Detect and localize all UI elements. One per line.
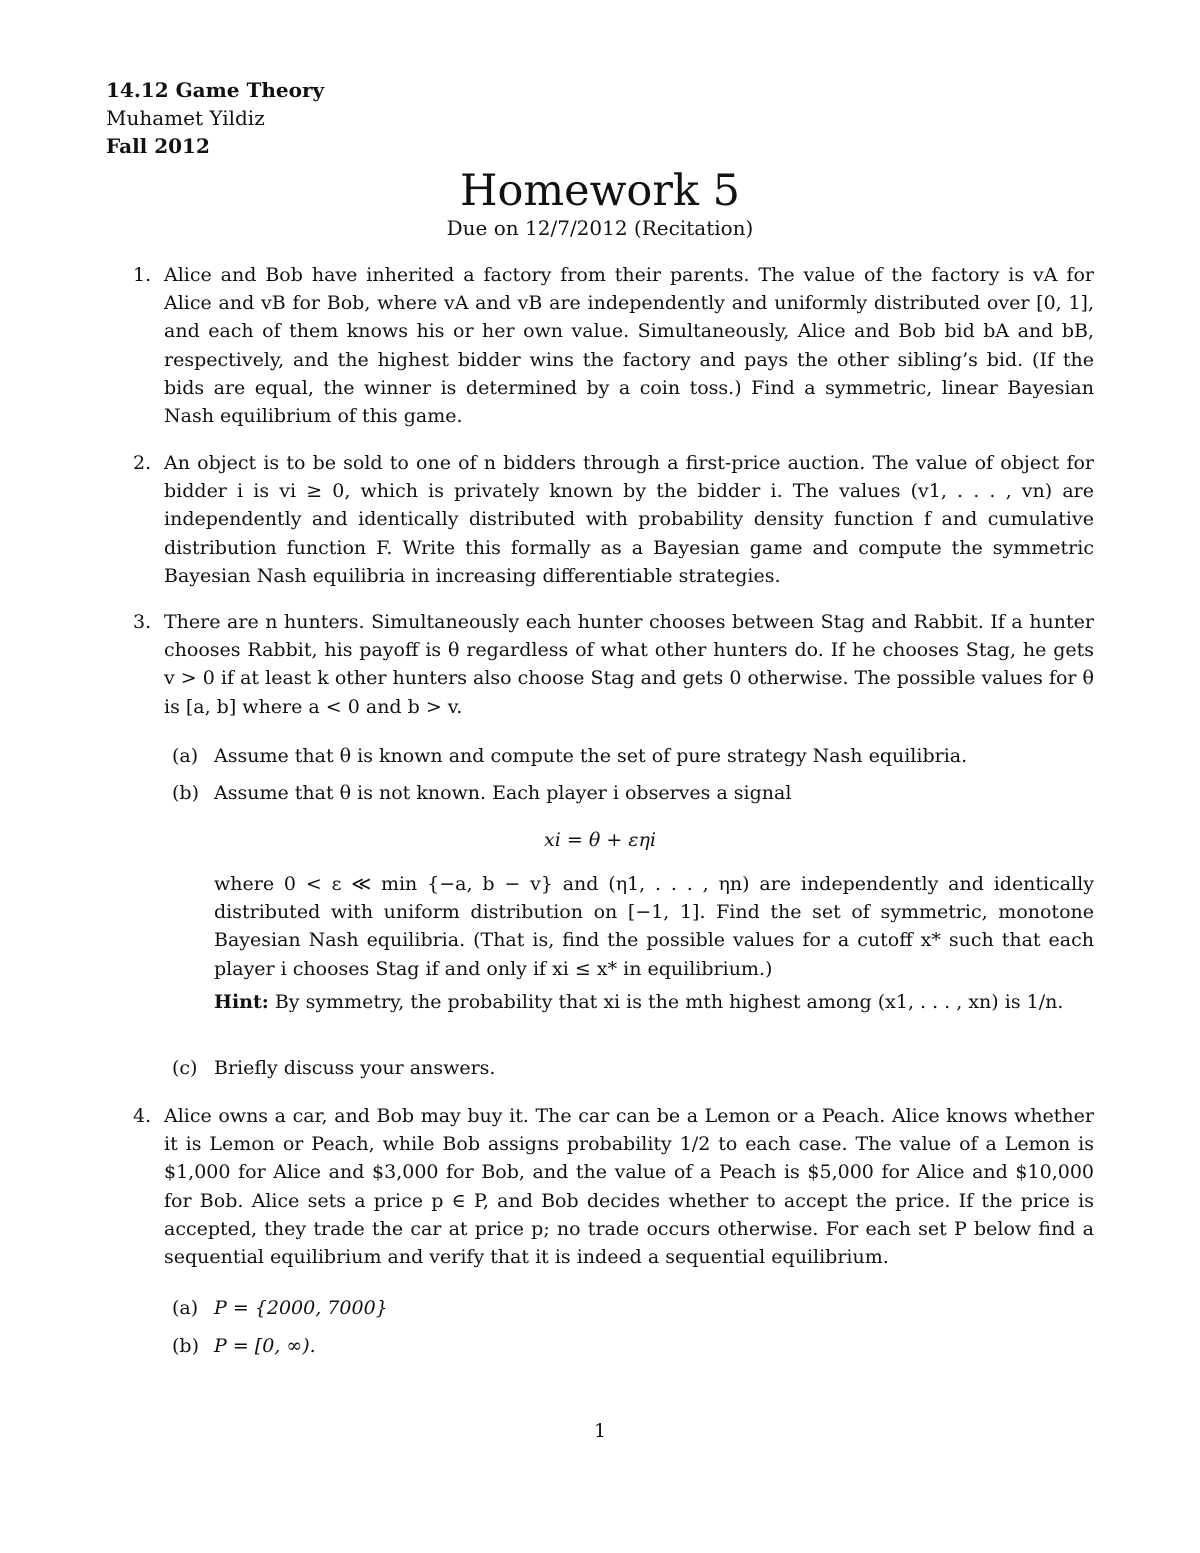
problem-3c-label: (c): [172, 1057, 198, 1079]
problem-4b-label: (b): [172, 1335, 199, 1357]
problem-4-text: Alice owns a car, and Bob may buy it. The car can be a Lemon or a Peach. Alice knows whether it is Lemon or Peach, while Bob assigns probability 1/2 to each case. The value of a Lemon is $1,000 for Alice and $3,000 for Bob, and the value of a Peach is $5,000 for Alice and $10,000 for Bob. Alice sets a price p ∈ P, and Bob decides whether to accept the price. If the price is accepted, they trade the car at price p; no trade occurs otherwise. For each set P below find a sequential equilibrium and verify that it is indeed a sequential equilibrium.: [164, 1105, 1094, 1269]
term: Fall 2012: [106, 134, 210, 158]
problem-3c-text: Briefly discuss your answers.: [214, 1057, 496, 1079]
problem-1-number: 1.: [133, 264, 152, 286]
problem-3b-text: Assume that θ is not known. Each player i observes a signal: [214, 782, 792, 804]
due-date: Due on 12/7/2012 (Recitation): [446, 216, 754, 240]
problem-3-text: There are n hunters. Simultaneously each hunter chooses between Stag and Rabbit. If a hunter chooses Rabbit, his payoff is θ regardless of what other hunters do. If he chooses Stag, he gets v > 0 if at least k other hunters also choose Stag and gets 0 otherwise. The possible values for θ is [a, b] where a < 0 and b > v.: [164, 611, 1094, 718]
problem-4b-text: P = [0, ∞).: [214, 1335, 316, 1357]
problem-3-number: 3.: [133, 611, 152, 633]
page-title: Homework 5: [460, 166, 740, 216]
problem-3a-text: Assume that θ is known and compute the set of pure strategy Nash equilibria.: [214, 745, 968, 767]
course-title: 14.12 Game Theory: [106, 78, 325, 102]
problem-3b-label: (b): [172, 782, 199, 804]
problem-2-number: 2.: [133, 452, 152, 474]
hint: [214, 988, 1094, 1016]
problem-3b-continuation: where 0 < ε ≪ min {−a, b − v} and (η1, . . . , ηn) are independently and identically distributed with uniform distribution on [−1, 1]. Find the set of symmetric, monotone Bayesian Nash equilibria. (That is, find the possible values for a cutoff x* such that each player i chooses Stag if and only if xi ≤ x* in equilibrium.): [214, 873, 1094, 980]
hint-label: Hint:: [214, 991, 269, 1013]
problem-3a-label: (a): [172, 745, 199, 767]
instructor-name: Muhamet Yildiz: [106, 106, 265, 130]
problem-4a-label: (a): [172, 1297, 199, 1319]
signal-equation: xi = θ + εηi: [544, 829, 656, 851]
problem-1-text: Alice and Bob have inherited a factory from their parents. The value of the factory is vA for Alice and vB for Bob, where vA and vB are independently and uniformly distributed over [0, 1], and each of them knows his or her own value. Simultaneously, Alice and Bob bid bA and bB, respectively, and the highest bidder wins the factory and pays the other sibling’s bid. (If the bids are equal, the winner is determined by a coin toss.) Find a symmetric, linear Bayesian Nash equilibrium of this game.: [164, 264, 1094, 428]
problem-2-text: An object is to be sold to one of n bidders through a first-price auction. The value of object for bidder i is vi ≥ 0, which is privately known by the bidder i. The values (v1, . . . , vn) are independently and identically distributed with probability density function f and cumulative distribution function F. Write this formally as a Bayesian game and compute the symmetric Bayesian Nash equilibria in increasing differentiable strategies.: [164, 452, 1094, 587]
problem-4a-text: P = {2000, 7000}: [214, 1297, 388, 1319]
hint-text: By symmetry, the probability that xi is the mth highest among (x1, . . . , xn) is 1/n.: [274, 991, 1064, 1013]
page-number: 1: [593, 1420, 607, 1442]
problem-4-number: 4.: [133, 1105, 152, 1127]
